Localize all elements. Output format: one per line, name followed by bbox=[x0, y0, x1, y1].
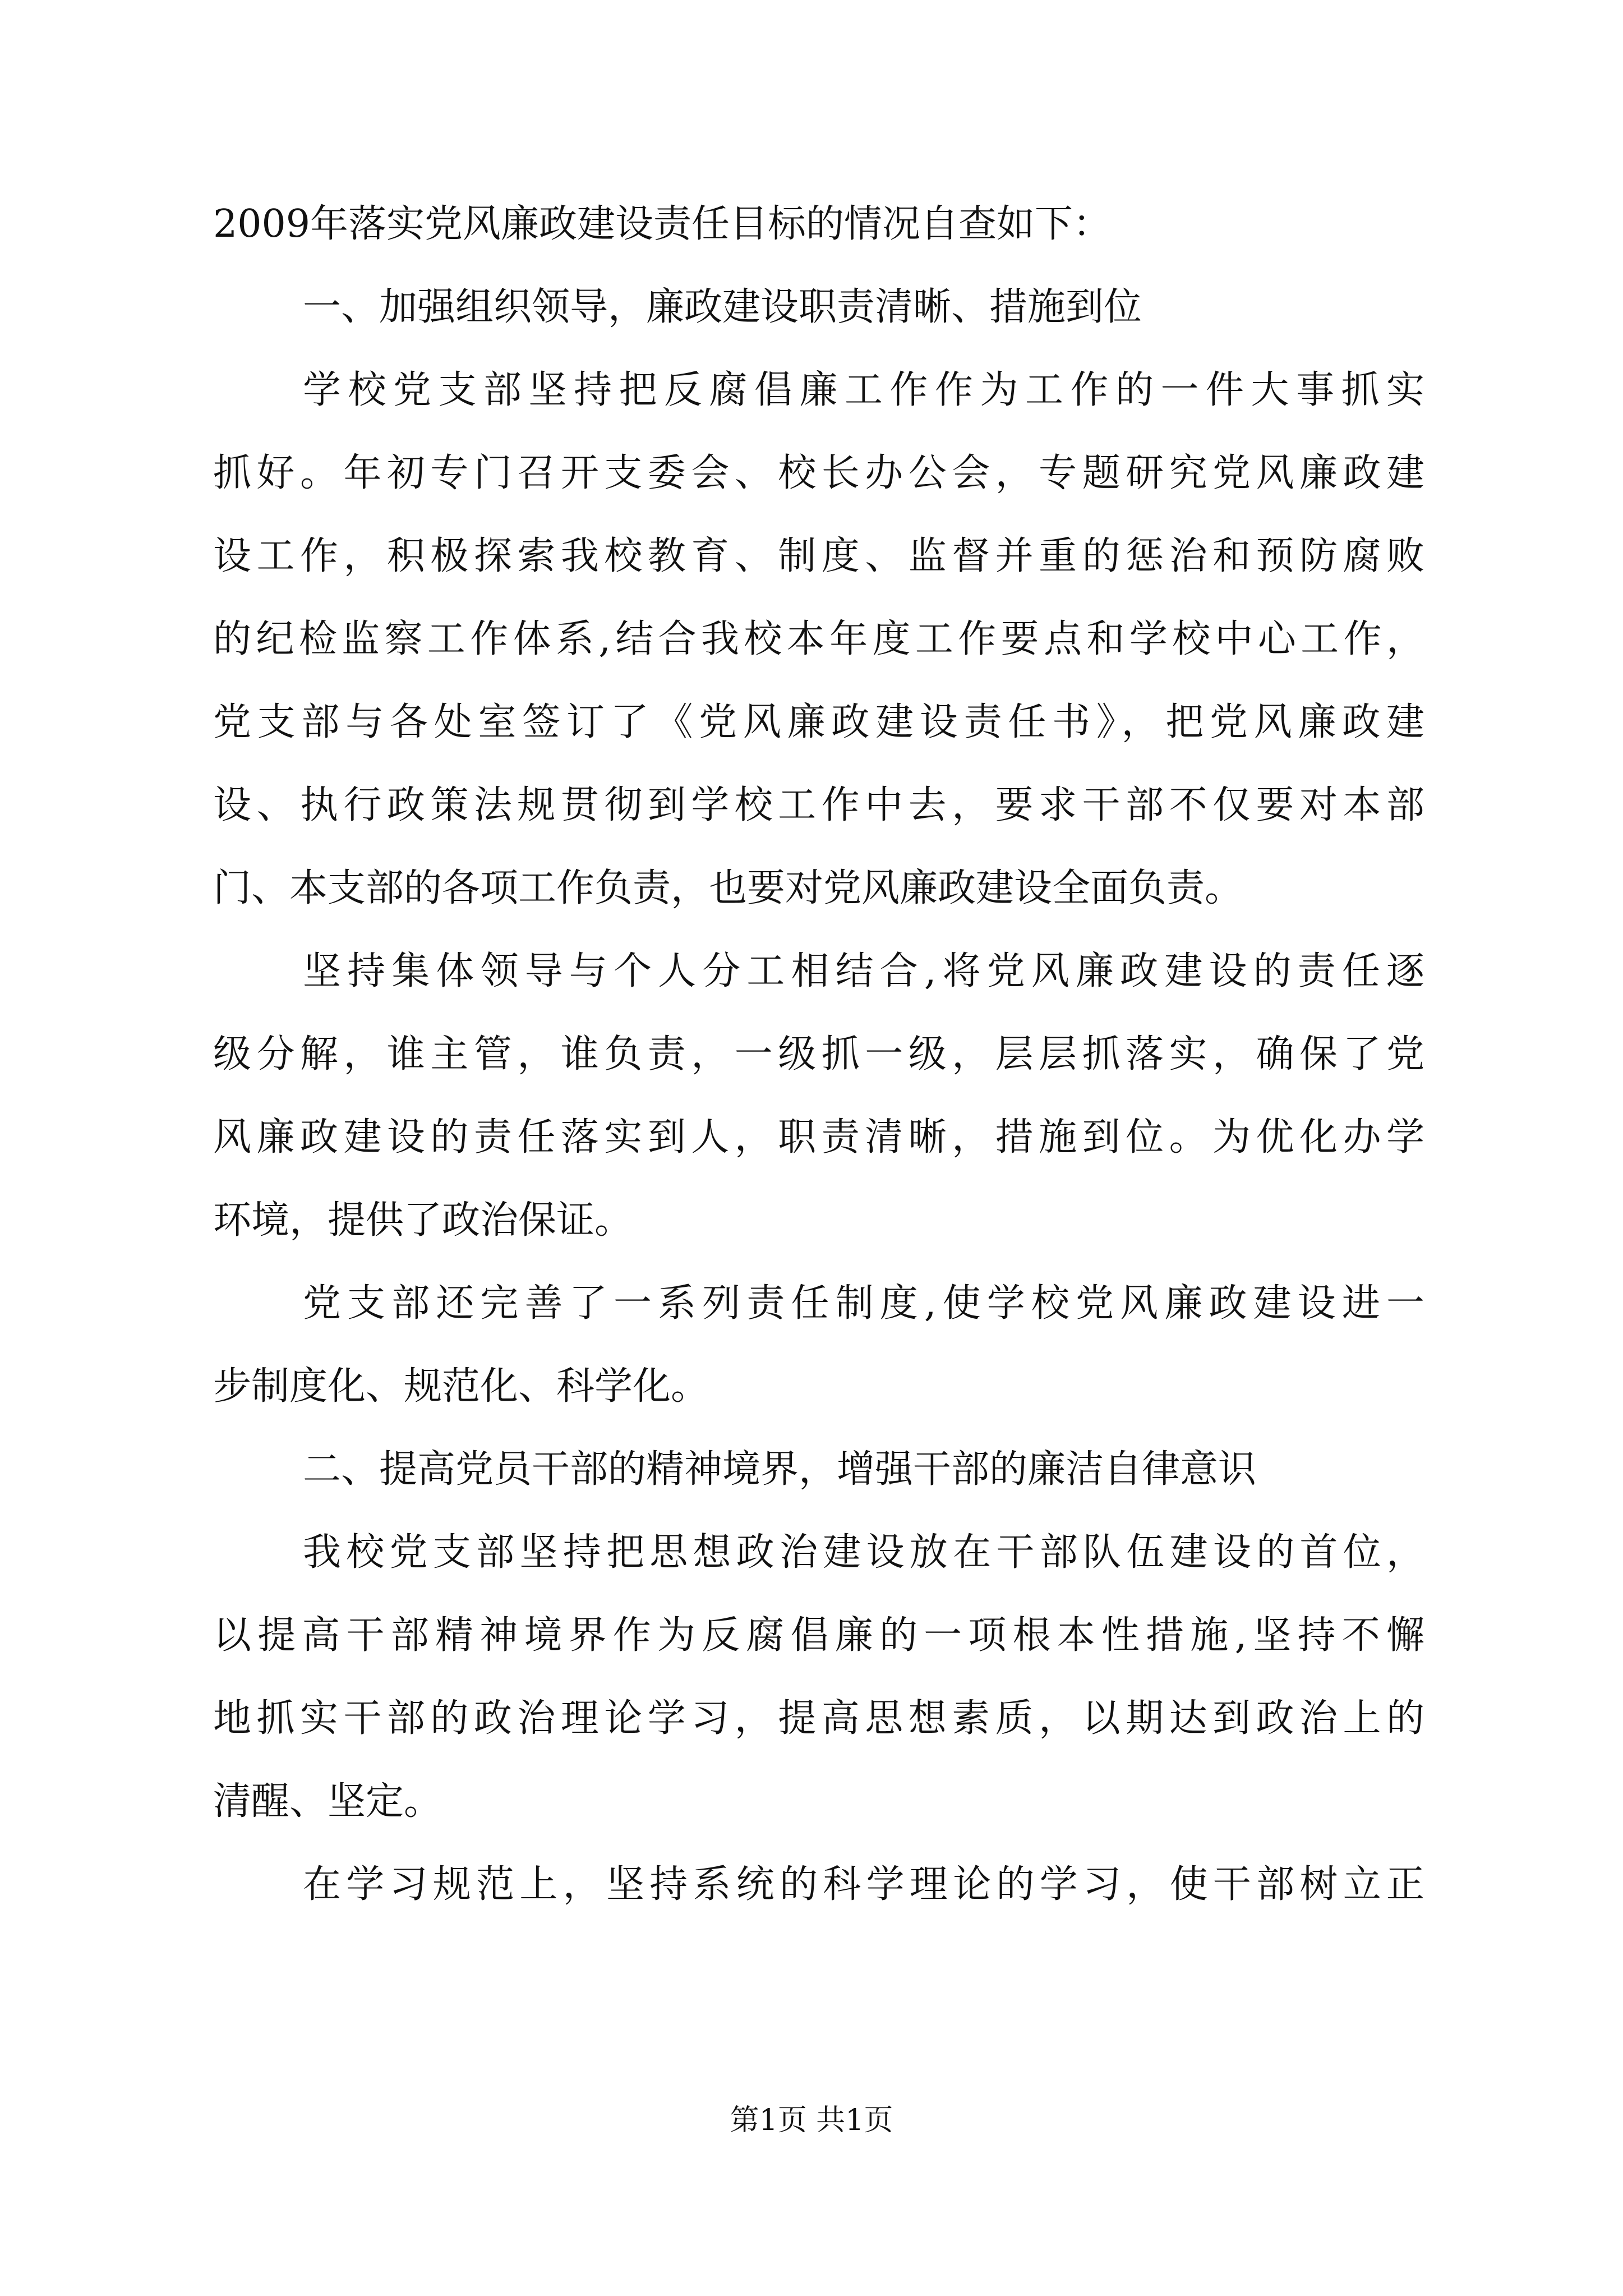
paragraph-line: 我校党支部坚持把思想政治建设放在干部队伍建设的首位， bbox=[303, 1530, 1424, 1575]
paragraph-line: 清醒、坚定。 bbox=[213, 1779, 442, 1824]
section-heading-2: 二、提高党员干部的精神境界，增强干部的廉洁自律意识 bbox=[303, 1447, 1257, 1492]
paragraph-line: 以提高干部精神境界作为反腐倡廉的一项根本性措施,坚持不懈 bbox=[213, 1613, 1424, 1658]
paragraph-line: 设工作，积极探索我校教育、制度、监督并重的惩治和预防腐败 bbox=[213, 534, 1424, 578]
paragraph-line: 党支部还完善了一系列责任制度,使学校党风廉政建设进一 bbox=[303, 1281, 1424, 1326]
paragraph-line: 抓好。年初专门召开支委会、校长办公会，专题研究党风廉政建 bbox=[213, 451, 1424, 495]
paragraph-line: 在学习规范上，坚持系统的科学理论的学习，使干部树立正 bbox=[303, 1862, 1424, 1907]
paragraph-line: 设、执行政策法规贯彻到学校工作中去，要求干部不仅要对本部 bbox=[213, 783, 1424, 827]
paragraph-line: 级分解，谁主管，谁负责，一级抓一级，层层抓落实，确保了党 bbox=[213, 1032, 1424, 1076]
paragraph-line: 风廉政建设的责任落实到人，职责清晰，措施到位。为优化办学 bbox=[213, 1115, 1424, 1159]
paragraph-line: 地抓实干部的政治理论学习，提高思想素质，以期达到政治上的 bbox=[213, 1696, 1424, 1741]
paragraph-line: 坚持集体领导与个人分工相结合,将党风廉政建设的责任逐 bbox=[303, 949, 1424, 993]
intro-line: 2009年落实党风廉政建设责任目标的情况自查如下： bbox=[213, 202, 1112, 246]
paragraph-line: 门、本支部的各项工作负责，也要对党风廉政建设全面负责。 bbox=[213, 866, 1243, 910]
paragraph-line: 党支部与各处室签订了《党风廉政建设责任书》，把党风廉政建 bbox=[213, 700, 1424, 744]
paragraph-line: 学校党支部坚持把反腐倡廉工作作为工作的一件大事抓实 bbox=[303, 368, 1424, 412]
section-heading-1: 一、加强组织领导，廉政建设职责清晰、措施到位 bbox=[303, 285, 1142, 329]
page-footer: 第1页 共1页 bbox=[730, 2104, 893, 2137]
paragraph-line: 步制度化、规范化、科学化。 bbox=[213, 1364, 709, 1409]
paragraph-line: 环境，提供了政治保证。 bbox=[213, 1198, 633, 1243]
paragraph-line: 的纪检监察工作体系,结合我校本年度工作要点和学校中心工作， bbox=[213, 617, 1424, 661]
